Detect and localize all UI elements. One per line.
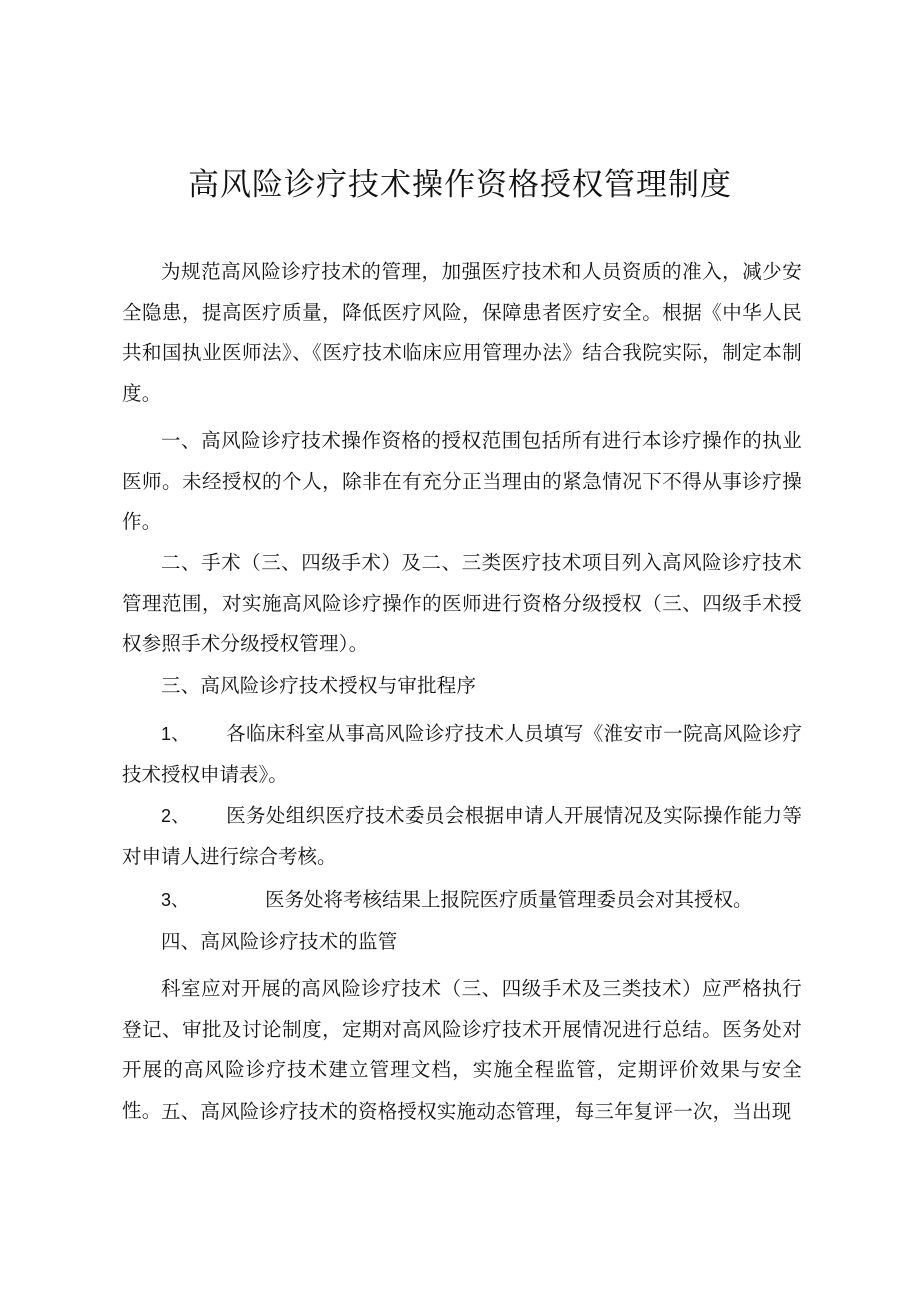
step-1	[122, 714, 802, 795]
section-4-body: 科室应对开展的高风险诊疗技术（三、四级手术及三类技术）应严格执行登记、审批及讨论制度，定期对高风险诊疗技术开展情况进行总结。医务处对开展的高风险诊疗技术建立管理文档，实施全程监管，定期评价效果与安全性。	[122, 977, 802, 1122]
step-2-text: 医务处组织医疗技术委员会根据申请人开展情况及实际操作能力等对申请人进行综合考核。	[122, 804, 802, 868]
step-2	[122, 796, 802, 877]
section-4-heading: 四、高风险诊疗技术的监管	[161, 930, 398, 953]
section-3-heading: 三、高风险诊疗技术授权与审批程序	[161, 674, 477, 697]
step-3-number: 3、	[161, 890, 190, 910]
step-3	[122, 880, 802, 921]
step-3-text: 医务处将考核结果上报院医疗质量管理委员会对其授权。	[265, 888, 753, 911]
section-2-paragraph: 二、手术（三、四级手术）及二、三类医疗技术项目列入高风险诊疗技术管理范围，对实施高风险诊疗操作的医师进行资格分级授权（三、四级手术授权参照手术分级授权管理）。	[122, 551, 802, 656]
step-2-number: 2、	[161, 806, 190, 826]
intro-paragraph: 为规范高风险诊疗技术的管理，加强医疗技术和人员资质的准入，减少安全隐患，提高医疗质量，降低医疗风险，保障患者医疗安全。根据《中华人民共和国执业医师法》、《医疗技术临床应用管理办法》结合我院实际，制定本制度。	[122, 260, 802, 405]
section-5-paragraph: 五、高风险诊疗技术的资格授权实施动态管理，每三年复评一次，当出现	[161, 1100, 792, 1123]
section-1-paragraph: 一、高风险诊疗技术操作资格的授权范围包括所有进行本诊疗操作的执业医师。未经授权的个人，除非在有充分正当理由的紧急情况下不得从事诊疗操作。	[122, 429, 802, 534]
document-title: 高风险诊疗技术操作资格授权管理制度	[188, 167, 732, 203]
step-1-text: 各临床科室从事高风险诊疗技术人员填写《淮安市一院高风险诊疗技术授权申请表》。	[122, 722, 802, 786]
step-1-number: 1、	[161, 724, 190, 744]
